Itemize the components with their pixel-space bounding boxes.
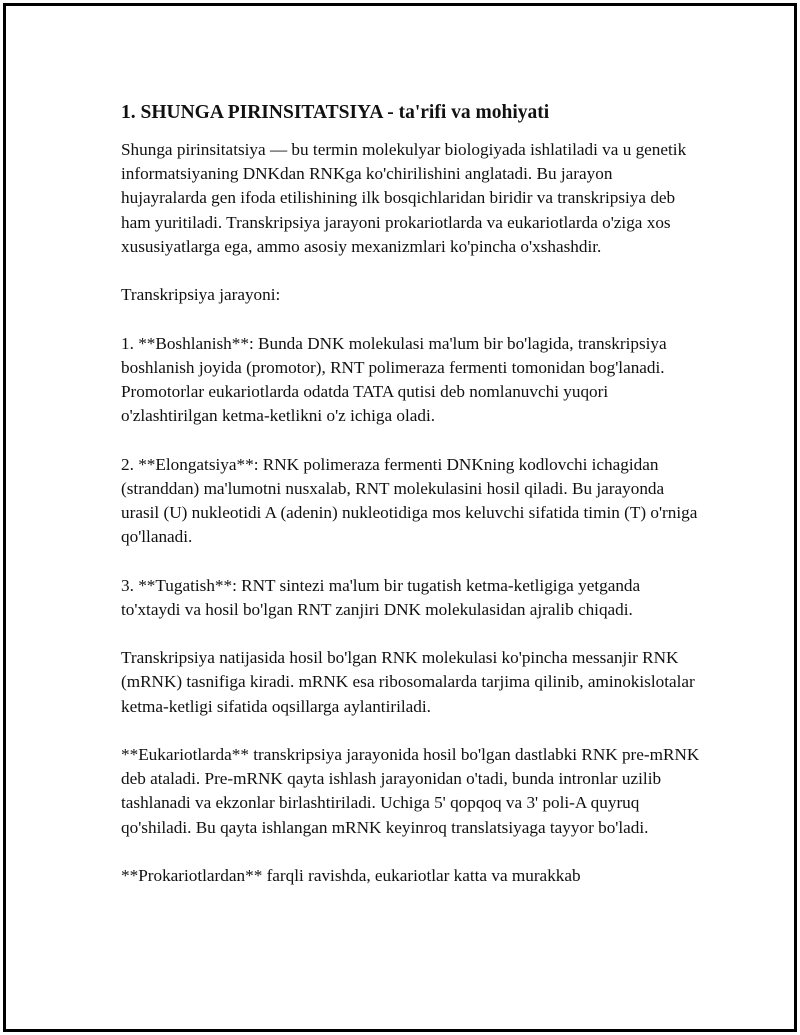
document-body [121,100,701,912]
page-frame [3,3,797,1032]
paragraph-mrna: Transkripsiya natijasida hosil bo'lgan RNK molekulasi ko'pincha messanjir RNK (mRNK) tasnifiga kiradi. mRNK esa ribosomalarda tarjima qilinib, aminokislotalar ketma-ketligi sifatida oqsillarga aylantiriladi. [121,648,695,716]
paragraph-prokaryotes: **Prokariotlardan** farqli ravishda, eukariotlar katta va murakkab [121,865,581,885]
paragraph-eukaryotes: **Eukariotlarda** transkripsiya jarayonida hosil bo'lgan dastlabki RNK pre-mRNK deb ataladi. Pre-mRNK qayta ishlash jarayonidan o'tadi, bunda intronlar uzilib tashlanadi va ekzonlar birlashtiriladi. Uchiga 5' qopqoq va 3' poli-A quyruq qo'shiladi. Bu qayta ishlangan mRNK keyinroq translatsiyaga tayyor bo'ladi. [121,744,700,837]
paragraph-process-heading: Transkripsiya jarayoni: [121,285,281,305]
paragraph-step-termination: 3. **Tugatish**: RNT sintezi ma'lum bir tugatish ketma-ketligiga yetganda to'xtaydi va hosil bo'lgan RNT zanjiri DNK molekulasidan ajralib chiqadi. [121,575,641,619]
paragraph-step-elongation: 2. **Elongatsiya**: RNK polimeraza fermenti DNKning kodlovchi ichagidan (stranddan) ma'lumotni nusxalab, RNT molekulasini hosil qiladi. Bu jarayonda urasil (U) nukleotidi A (adenin) nukleotidiga mos keluvchi sifatida timin (T) o'rniga qo'llanadi. [121,454,698,547]
paragraph-step-initiation: 1. **Boshlanish**: Bunda DNK molekulasi ma'lum bir bo'lagida, transkripsiya boshlanish joyida (promotor), RNT polimeraza fermenti tomonidan bog'lanadi. Promotorlar eukariotlarda odatda TATA qutisi deb nomlanuvchi yuqori o'zlashtirilgan ketma-ketlikni o'z ichiga oladi. [121,333,667,426]
document-title: 1. SHUNGA PIRINSITATSIYA - ta'rifi va mohiyati [121,102,550,123]
paragraph-intro: Shunga pirinsitatsiya — bu termin molekulyar biologiyada ishlatiladi va u genetik informatsiyaning DNKdan RNKga ko'chirilishini anglatadi. Bu jarayon hujayralarda gen ifoda etilishining ilk bosqichlaridan biridir va transkripsiya deb ham yuritiladi. Transkripsiya jarayoni prokariotlarda va eukariotlarda o'ziga xos xususiyatlarga ega, ammo asosiy mexanizmlari ko'pincha o'xshashdir. [121,140,687,256]
